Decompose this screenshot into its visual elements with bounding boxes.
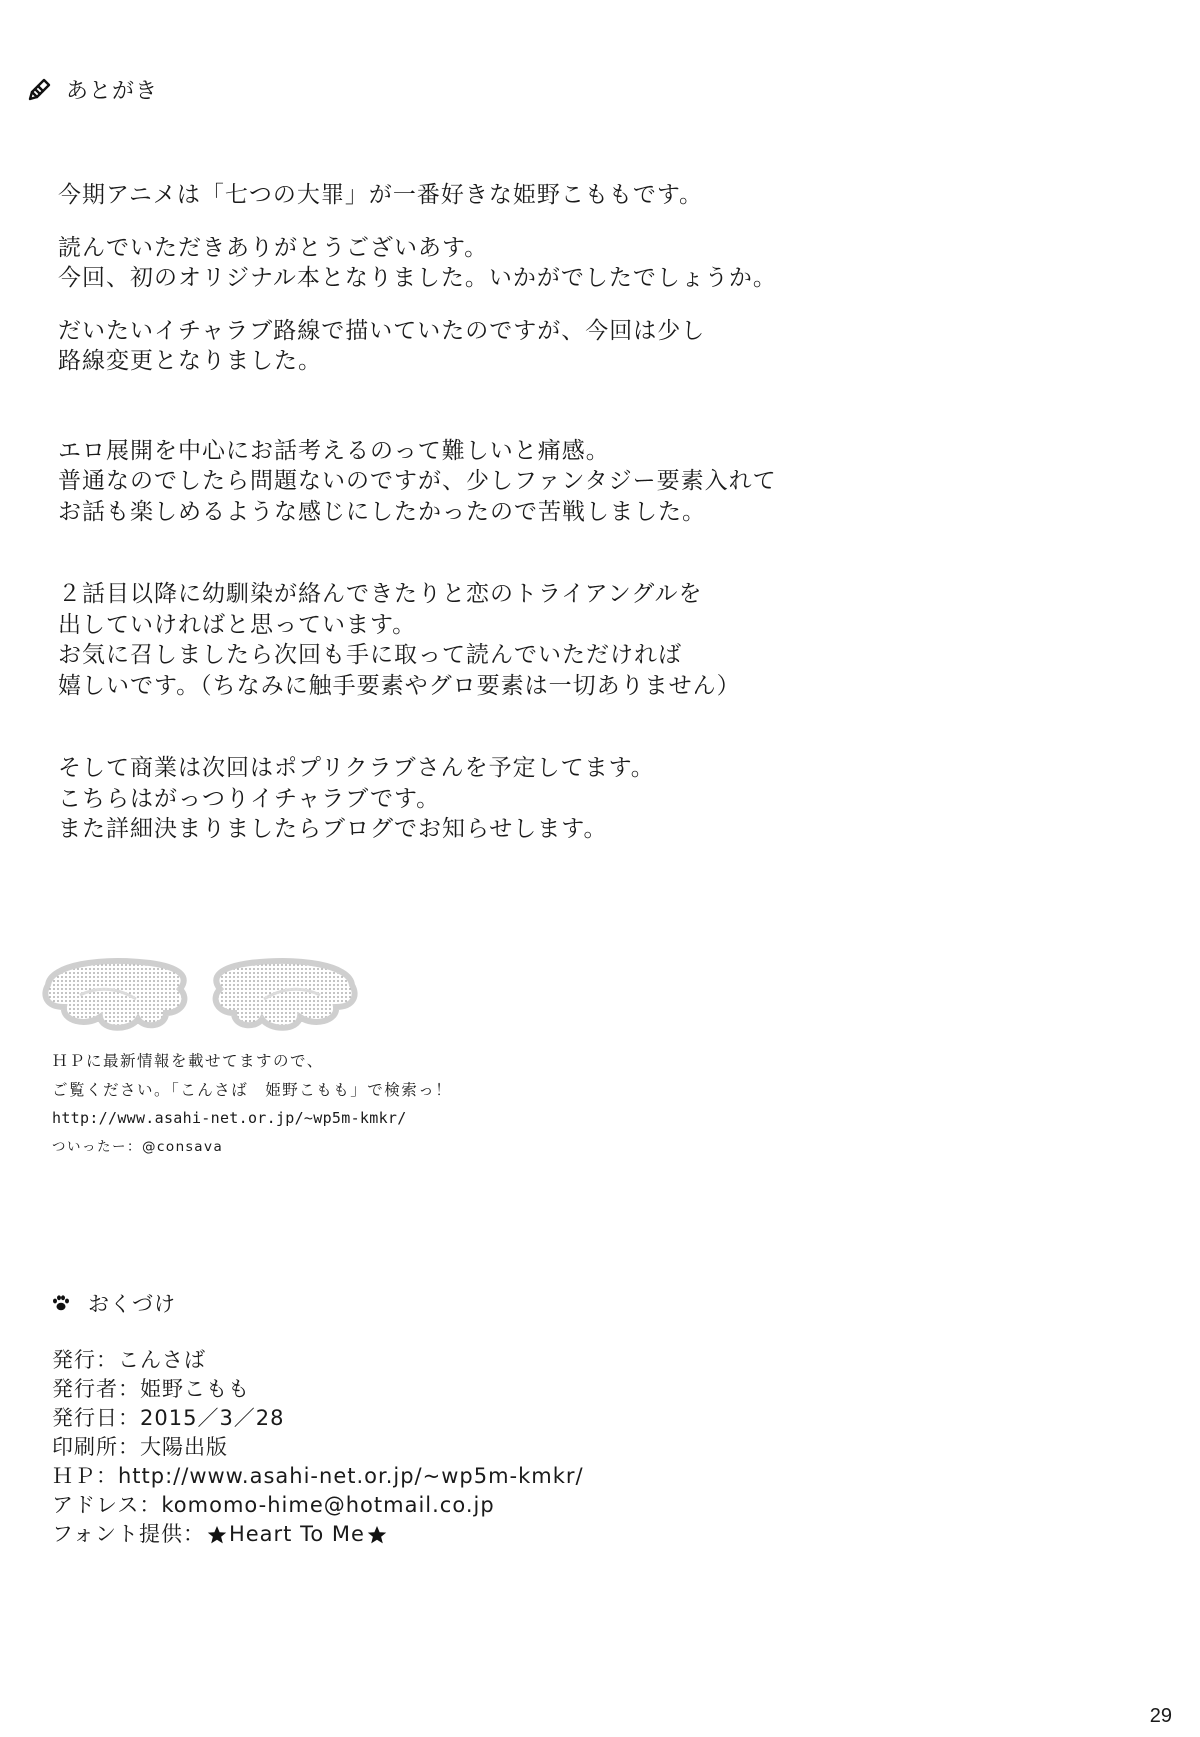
wings-illustration (40, 955, 360, 1035)
colophon-row (52, 1404, 584, 1433)
colophon-value: 姫野こもも (140, 1377, 250, 1401)
colophon-value: http://www.asahi-net.or.jp/~wp5m-kmkr/ (118, 1464, 584, 1488)
text-line: 読んでいただきありがとうございあす。 (58, 234, 489, 261)
colophon-label: アドレス： (52, 1493, 162, 1517)
colophon-label: 発行者： (52, 1377, 140, 1401)
colophon-value: こんさば (118, 1348, 206, 1372)
afterword-paragraph (58, 436, 1098, 528)
colophon-value: komomo-hime@hotmail.co.jp (161, 1493, 495, 1517)
text-line: 路線変更となりました。 (58, 348, 322, 374)
star-icon (367, 1525, 387, 1545)
afterword-header (26, 74, 158, 105)
colophon-row (52, 1520, 584, 1549)
colophon-label: 発行： (52, 1348, 118, 1372)
text-line: お気に召しましたら次回も手に取って読んでいただければ (58, 642, 682, 668)
colophon-row (52, 1375, 584, 1404)
colophon-row (52, 1491, 584, 1520)
colophon-label: 発行日： (52, 1406, 140, 1430)
hp-info-line: ＨＰに最新情報を載せてますので、 (52, 1052, 324, 1070)
text-line: お話も楽しめるような感じにしたかったので苦戦しました。 (58, 498, 706, 525)
text-line: 今回、初のオリジナル本となりました。いかがでしたでしょうか。 (58, 265, 777, 291)
pencil-icon (26, 77, 52, 103)
colophon-label: 印刷所： (52, 1435, 140, 1459)
twitter-handle: ついったー：@consava (52, 1138, 224, 1155)
page-number: 29 (1149, 1705, 1172, 1727)
afterword-paragraph (58, 233, 1098, 294)
colophon-value: 2015／3／28 (140, 1406, 285, 1430)
colophon-label: フォント提供： (52, 1522, 205, 1546)
colophon-header (52, 1288, 176, 1318)
hp-url: http://www.asahi-net.or.jp/~wp5m-kmkr/ (52, 1109, 407, 1127)
colophon-value: 大陽出版 (140, 1435, 228, 1459)
text-line: 出していければと思っています。 (58, 611, 417, 638)
text-line: また詳細決まりましたらブログでお知らせします。 (58, 816, 608, 842)
colophon-label: ＨＰ： (52, 1464, 118, 1488)
text-line: エロ展開を中心にお話考えるのって難しいと痛感。 (58, 437, 610, 464)
afterword-title: あとがき (66, 79, 159, 104)
text-line: こちらはがっつりイチャラブです。 (58, 785, 441, 812)
star-icon (207, 1525, 227, 1545)
text-line: ２話目以降に幼馴染が絡んできたりと恋のトライアングルを (58, 581, 703, 607)
colophon-row (52, 1462, 584, 1491)
colophon-row (52, 1346, 584, 1375)
text-line: そして商業は次回はポプリクラブさんを予定してます。 (58, 755, 655, 781)
colophon-value: Heart To Me (228, 1522, 365, 1546)
afterword-paragraph (58, 180, 1098, 211)
text-line: 今期アニメは「七つの大罪」が一番好きな姫野こももです。 (58, 182, 704, 208)
afterword-paragraph (58, 579, 1098, 701)
afterword-paragraph (58, 316, 1098, 377)
colophon (52, 1346, 584, 1549)
afterword-paragraph (58, 753, 1098, 845)
hp-info-line: ご覧ください。「こんさば 姫野こもも」で検索っ！ (52, 1080, 453, 1099)
homepage-info (52, 1047, 452, 1161)
text-line: だいたいイチャラブ路線で描いていたのですが、今回は少し (58, 317, 706, 344)
afterword-body (58, 180, 1098, 845)
colophon-title: おくづけ (88, 1292, 176, 1316)
text-line: 普通なのでしたら問題ないのですが、少しファンタジー要素入れて (58, 468, 777, 494)
paw-icon (52, 1295, 70, 1311)
text-line: 嬉しいです。（ちなみに触手要素やグロ要素は一切ありません） (58, 672, 741, 699)
colophon-row (52, 1433, 584, 1462)
